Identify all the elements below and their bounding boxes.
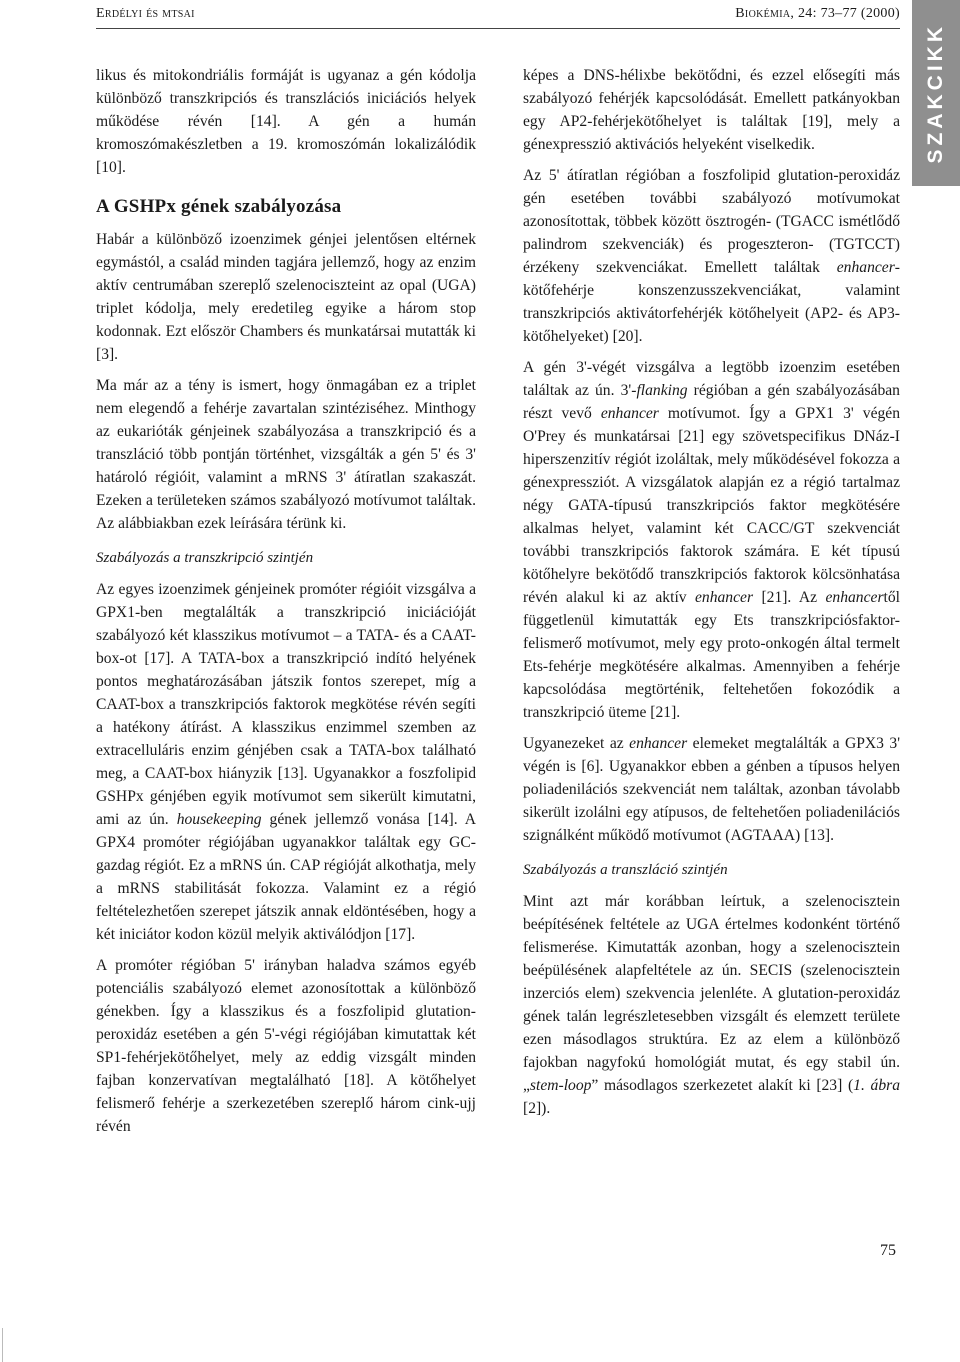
text-run: elemeket megtalálták a GPX3 3' végén is [6]. Ugyanakkor ebben a génben a típusos helyen poliadenilációs szekvenciát nem találtak, azonban távolabb sikerült izolálni egy atípusos, de feltehetően poliadenilációs szignálként működő motívumot (AGTAAA) [13]. <box>523 735 901 844</box>
italic-term: enhancer <box>600 405 659 422</box>
paragraph <box>523 890 900 1120</box>
paragraph <box>96 578 476 946</box>
text-run: motívumot. Így a GPX1 3' végén O'Prey és munkatársai [21] egy szövetspecifikus DNáz-I hiperszenzitív régiót izoláltak, mely működésével fokozza a génexpressziót. A vizsgálatok alapján ez a régió tartalmaz négy GATA-típusú transzkripciós faktor megkötésére alkalmas helyet, valamint két CACC/GT szekvenciát további transzkripciós faktorok számára. E két típusú kötőhelyre bekötődő transzkripciós faktorok kölcsönhatása révén alakul ki az aktív <box>523 405 901 606</box>
running-header <box>96 6 900 28</box>
text-run: régióban a gén szabályozásában részt vevő <box>523 382 900 422</box>
text-run: -kötőfehérje konszenzusszekvenciákat, valamint transzkripciós aktivátorfehérjék kötőhelyeit (AP2- és AP3-kötőhelyeket) [20]. <box>523 259 900 345</box>
paragraph: Habár a különböző izoenzimek génjei jelentősen eltérnek egymástól, a család minden tagjára jellemző, hogy az enzim aktív centrumában szereplő szelenociszteint az opal (UGA) triplet kódolja, mely eredetileg egyike a három stop kodonnak. Ezt először Chambers és munkatársai mutatták ki [3]. <box>96 231 476 363</box>
scan-edge-mark <box>2 1328 3 1362</box>
header-authors: Erdélyi és mtsai <box>96 6 195 21</box>
right-column <box>523 64 900 1128</box>
text-run: [21]. Az <box>753 589 826 606</box>
text-run: Az egyes izoenzimek génjeinek promóter régióit vizsgálva a GPX1-ben megtalálták a transzkripció iniciációját szabályozó két klasszikus motívumot – a TATA- és a CAAT-box-ot [17]. A TATA-box a transzkripció indító helyének pontos meghatározásában játszik fontos szerepet, míg a CAAT-box a transzkripciós faktorok megkötése révén segíti a hatékony átírást. A klasszikus enzimmel szemben az extracelluláris enzim génjében csak a TATA-box található meg, a CAAT-box hiányzik [13]. Ugyanakkor a foszfolipid GSHPx génjében egyik motívumot sem sikerült kimutatni, ami az ún. <box>96 581 476 828</box>
text-run: től függetlenül kimutatták egy Ets transzkripciósfaktor-felismerő motívumot, mely egy proto-onkogén által termelt Ets-fehérje megkötésére alkalmas. Amennyiben a fehérje kapcsolódása megtörténik, feltehetően fokozódik a transzkripció üteme [21]. <box>523 589 900 721</box>
header-rule <box>96 28 900 29</box>
text-run: gének jellemző vonása [14]. A GPX4 promóter régiójában ugyanakkor találtak egy GC-gazdag régiót. Ez a mRNS ún. CAP régióját alkothatja, mely a mRNS stabilitását fokozza. Valamint ez a régió feltételezhetően szerepet játszik annak eldöntésében, hogy a két iniciátor kodon közül melyik aktiválódjon [17]. <box>96 811 476 943</box>
text-run: A gén 3'-végét vizsgálva a legtöbb izoenzim esetében találtak az ún. 3'- <box>523 359 900 399</box>
figure-reference: 1. ábra <box>853 1077 900 1094</box>
italic-term: enhancer <box>836 259 895 276</box>
text-run: ” másodlagos szerkezetet alakít ki [23] ( <box>591 1077 854 1094</box>
paragraph: képes a DNS-hélixbe bekötődni, és ezzel elősegíti más szabályozó fehérjék kapcsolódását. Emellett patkányokban egy AP2-fehérjekötőhelyet is találtak [19], mely a génexpresszió aktivációs helyeként viselkedik. <box>523 67 900 153</box>
text-run: Az 5' átíratlan régióban a foszfolipid glutation-peroxidáz gén esetében további szabályozó motívumokat azonosítottak, többek között ösztrogén- (TGACC ismétlődő palindrom szekvenciák) és progeszteron- (TGTCCT) érzékeny szekvenciákat. Emellett találtak <box>523 167 900 276</box>
header-citation <box>735 6 900 22</box>
section-tab <box>912 0 960 186</box>
page-number: 75 <box>880 1242 896 1259</box>
left-column <box>96 64 476 1146</box>
intro-paragraph: likus és mitokondriális formáját is ugyanaz a gén kódolja különböző transzkripciós és transzlációs iniciációs helyek működése révén [14]. A gén a humán kromoszómakészletben a 19. kromoszómán lokalizálódik [10]. <box>96 67 476 176</box>
italic-term: enhancer <box>629 735 688 752</box>
paragraph <box>523 164 900 348</box>
subsection-title: Szabályozás a transzláció szintjén <box>523 862 728 878</box>
italic-term: housekeeping <box>176 811 262 828</box>
text-run: [2]). <box>523 1100 551 1117</box>
subsection-title: Szabályozás a transzkripció szintjén <box>96 550 314 566</box>
italic-term: enhancer <box>825 589 884 606</box>
paragraph <box>523 356 900 724</box>
paragraph: A promóter régióban 5' irányban haladva számos egyéb potenciális szabályozó elemet azonosítottak a különböző génekben. Így a klasszikus és a foszfolipid glutation-peroxidáz esetében a gén 5'-végi régiójában kimutattak két SP1-fehérjekötőhelyet, mely az eddig vizsgált minden fajban konzervatívan megtalálható [18]. A kötőhelyet felismerő fehérje a szerkezetében szereplő három cink-ujj révén <box>96 957 476 1135</box>
paragraph <box>523 732 900 847</box>
italic-term: enhancer <box>695 589 754 606</box>
text-run: Mint azt már korábban leírtuk, a szelenocisztein beépítésének feltétele az UGA értelmes kodonként történő felismerése. Kimutatták azonban, hogy a szelenocisztein beépülésének alapfeltétele az ún. SECIS (szelenocisztein inzerciós elem) szekvencia jelenléte. A glutation-peroxidáz gének talán legrészletesebben vizsgált és elemzett területe ezen másodlagos struktúra. Ez az elem a különböző fajokban nagyfokú homológiát mutat, és egy stabil ún. „ <box>523 893 900 1094</box>
header-journal: Biokémia <box>735 6 791 21</box>
italic-term: stem-loop <box>529 1077 592 1094</box>
italic-term: flanking <box>636 382 688 399</box>
section-tab-label: SZAKCIKK <box>924 22 947 164</box>
header-volume: , 24: 73–77 (2000) <box>790 6 900 21</box>
section-title: A GSHPx gének szabályozása <box>96 196 342 217</box>
paragraph: Ma már az a tény is ismert, hogy önmagában ez a triplet nem elegendő a fehérje zavartalan szintéziséhez. Minthogy az eukarióták génjeinek szabályozása a transzkripció és a transzláció több pontján történhet, vizsgálták a gén 5' és 3' határoló régióit, valamint a mRNS 3' átíratlan szakaszát. Ezeken a területeken számos szabályozó motívumot találtak. Az alábbiakban ezek leírására térünk ki. <box>96 377 476 532</box>
text-run: Ugyanezeket az <box>523 735 630 752</box>
